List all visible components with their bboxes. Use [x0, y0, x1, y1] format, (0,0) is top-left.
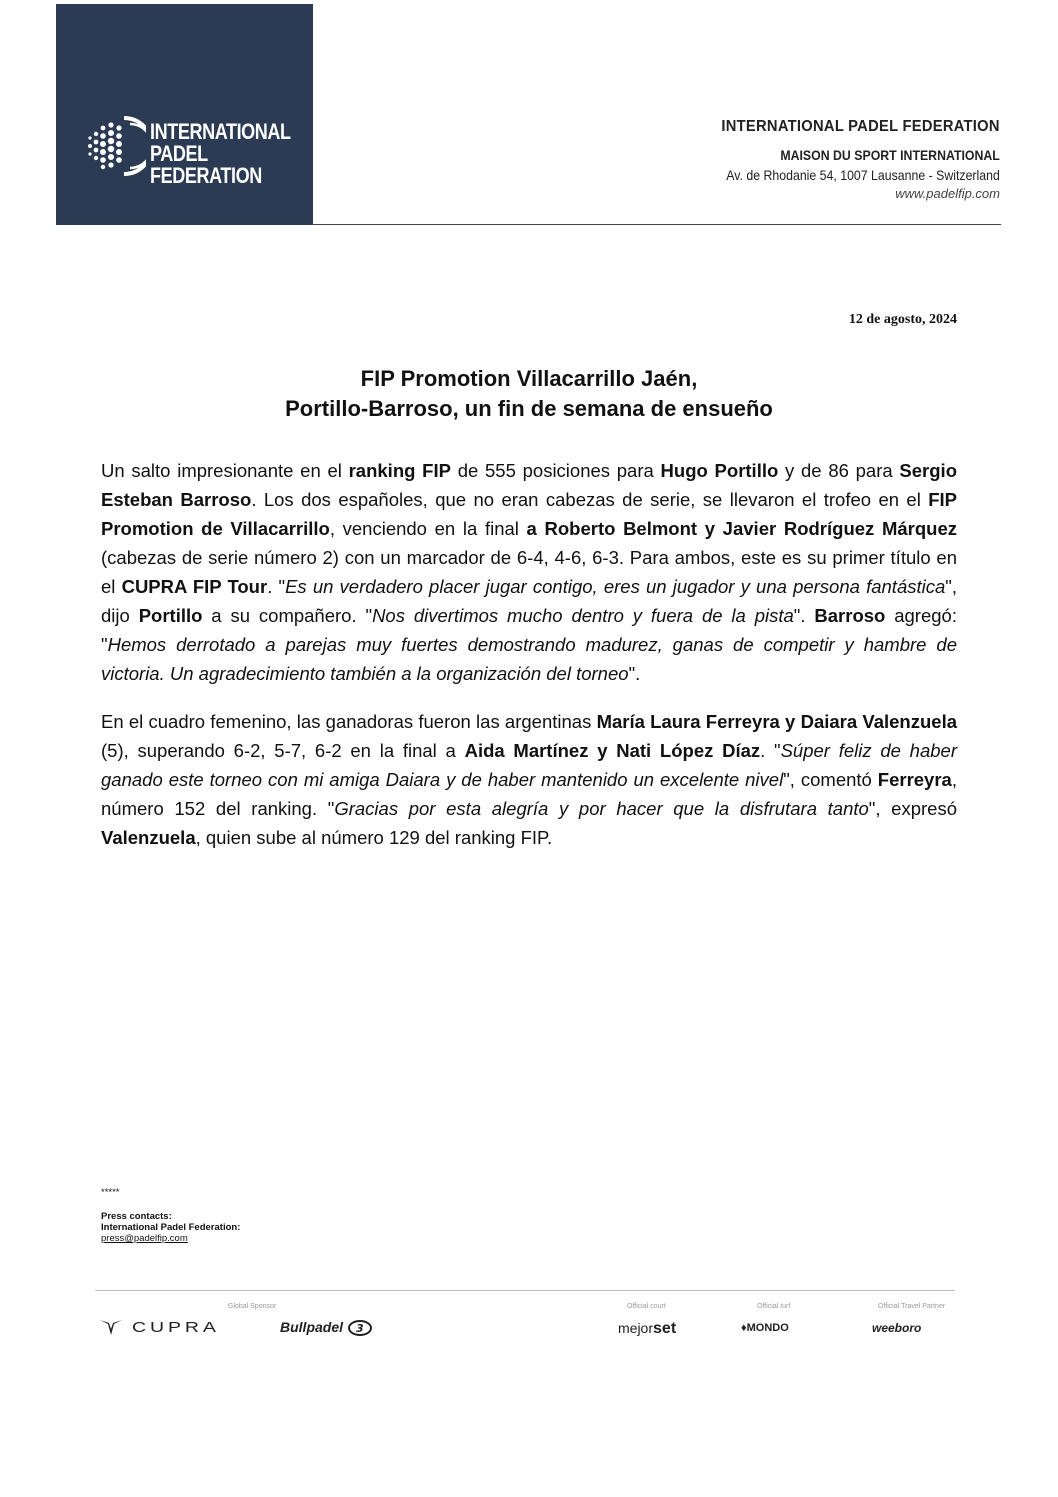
- global-sponsor-label: Global Sponsor: [228, 1303, 277, 1310]
- mejorset-wordmark-a: mejor: [618, 1320, 654, 1336]
- address-line-2: Av. de Rhodanie 54, 1007 Lausanne - Switzerland: [726, 167, 1000, 183]
- mondo-emblem-icon: ♦: [741, 1322, 747, 1334]
- text-run: ", expresó: [868, 798, 957, 819]
- text-run: ".: [793, 605, 815, 626]
- text-run: a su compañero. ": [202, 605, 373, 626]
- cupra-emblem-icon: [100, 1318, 122, 1336]
- title-line-2: Portillo-Barroso, un fin de semana de ensueño: [285, 396, 773, 421]
- bold-text-run: Valenzuela: [101, 827, 196, 848]
- text-run: agregó: ": [101, 605, 957, 655]
- official-travel-label: Official Travel Partner: [878, 1303, 946, 1310]
- mondo-logo: [741, 1322, 789, 1334]
- text-run: Un salto impresionante en el: [101, 460, 349, 481]
- text-run: , venciendo en la final: [329, 518, 527, 539]
- logo-line: PADEL: [150, 141, 208, 166]
- bullpadel-logo: [280, 1319, 373, 1337]
- press-release-title: [0, 364, 1058, 424]
- mejorset-wordmark-b: set: [653, 1320, 677, 1337]
- fip-logo: [56, 4, 313, 225]
- cupra-logo: [100, 1318, 221, 1336]
- text-run: ".: [628, 663, 641, 684]
- logo-wordmark: [150, 121, 291, 187]
- press-contacts-label: Press contacts:: [101, 1211, 172, 1222]
- official-turf-label: Official turf: [757, 1303, 791, 1310]
- svg-text:3: 3: [355, 1322, 364, 1336]
- quote-text-run: Nos divertimos mucho dentro y fuera de la pista: [372, 605, 794, 626]
- document-date: 12 de agosto, 2024: [848, 312, 957, 327]
- title-line-1: FIP Promotion Villacarrillo Jaén,: [360, 366, 698, 391]
- text-run: de 555 posiciones para: [450, 460, 661, 481]
- quote-text-run: Es un verdadero placer jugar contigo, eres un jugador y una persona fantástica: [285, 576, 946, 597]
- bold-text-run: Aida Martínez y Nati López Díaz: [464, 740, 761, 761]
- bold-text-run: Hugo Portillo: [660, 460, 779, 481]
- bold-text-run: Barroso: [814, 605, 886, 626]
- text-run: ", comentó: [783, 769, 878, 790]
- text-run: ", dijo: [101, 576, 957, 626]
- press-contacts-org: [101, 1222, 240, 1233]
- org-address-block: [689, 118, 1000, 203]
- org-name: INTERNATIONAL PADEL FEDERATION: [721, 118, 1000, 135]
- padel-ball-logo-icon: [84, 114, 146, 178]
- bold-text-run: Ferreyra: [877, 769, 952, 790]
- press-email-link[interactable]: press@padelfip.com: [101, 1233, 188, 1244]
- text-run: . ": [267, 576, 286, 597]
- quote-text-run: Gracias por esta alegría y por hacer que la disfrutara tanto: [334, 798, 869, 819]
- bold-text-run: a Roberto Belmont y Javier Rodríguez Márquez: [526, 518, 957, 539]
- address-line-1: MAISON DU SPORT INTERNATIONAL: [780, 147, 1000, 163]
- quote-text-run: Hemos derrotado a parejas muy fuertes demostrando madurez, ganas de competir y hambre de victoria. Un agradecimiento también a la organización del torneo: [101, 634, 957, 684]
- paragraph-women: [101, 707, 957, 852]
- text-run: . Los dos españoles, que no eran cabezas de serie, se llevaron el trofeo en el: [251, 489, 929, 510]
- text-run: (5), superando 6-2, 5-7, 6-2 en la final a: [101, 740, 465, 761]
- text-run: . ": [760, 740, 781, 761]
- mondo-wordmark: MONDO: [746, 1322, 789, 1334]
- bold-text-run: Sergio Esteban Barroso: [101, 460, 957, 510]
- official-court-label: Official court: [627, 1303, 666, 1310]
- bold-text-run: CUPRA FIP Tour: [121, 576, 268, 597]
- org-suffix: :: [237, 1222, 241, 1233]
- article-body: [101, 456, 957, 871]
- logo-line: INTERNATIONAL: [150, 119, 291, 144]
- paragraph-men: [101, 456, 957, 688]
- bold-text-run: ranking FIP: [348, 460, 451, 481]
- bold-text-run: Portillo: [138, 605, 203, 626]
- text-run: En el cuadro femenino, las ganadoras fueron las argentinas: [101, 711, 597, 732]
- text-run: (cabezas de serie número 2) con un marcador de 6-4, 4-6, 6-3. Para ambos, este es su primer título en el: [101, 547, 957, 597]
- footer-divider: [95, 1290, 955, 1291]
- website-link[interactable]: www.padelfip.com: [895, 186, 1000, 201]
- text-run: , número 152 del ranking. ": [101, 769, 957, 819]
- header-divider: [313, 224, 1001, 225]
- weeboro-wordmark: weeboro: [872, 1321, 922, 1335]
- cupra-wordmark: CUPRA: [132, 1318, 221, 1336]
- text-run: , quien sube al número 129 del ranking FIP.: [195, 827, 553, 848]
- press-contacts: [101, 1187, 240, 1244]
- bullpadel-wordmark: Bullpadel: [280, 1319, 344, 1335]
- mejorset-logo: [618, 1320, 676, 1338]
- bold-text-run: María Laura Ferreyra y Daiara Valenzuela: [596, 711, 957, 732]
- bullpadel-emblem-icon: [347, 1319, 373, 1337]
- separator-stars: *****: [101, 1187, 120, 1198]
- text-run: y de 86 para: [778, 460, 900, 481]
- logo-line: FEDERATION: [150, 163, 262, 188]
- bold-text-run: FIP Promotion de Villacarrillo: [101, 489, 958, 539]
- org-label: International Padel Federation: [101, 1222, 238, 1233]
- quote-text-run: Súper feliz de haber ganado este torneo con mi amiga Daiara y de haber mantenido un excelente nivel: [101, 740, 957, 790]
- weeboro-logo: [872, 1321, 921, 1335]
